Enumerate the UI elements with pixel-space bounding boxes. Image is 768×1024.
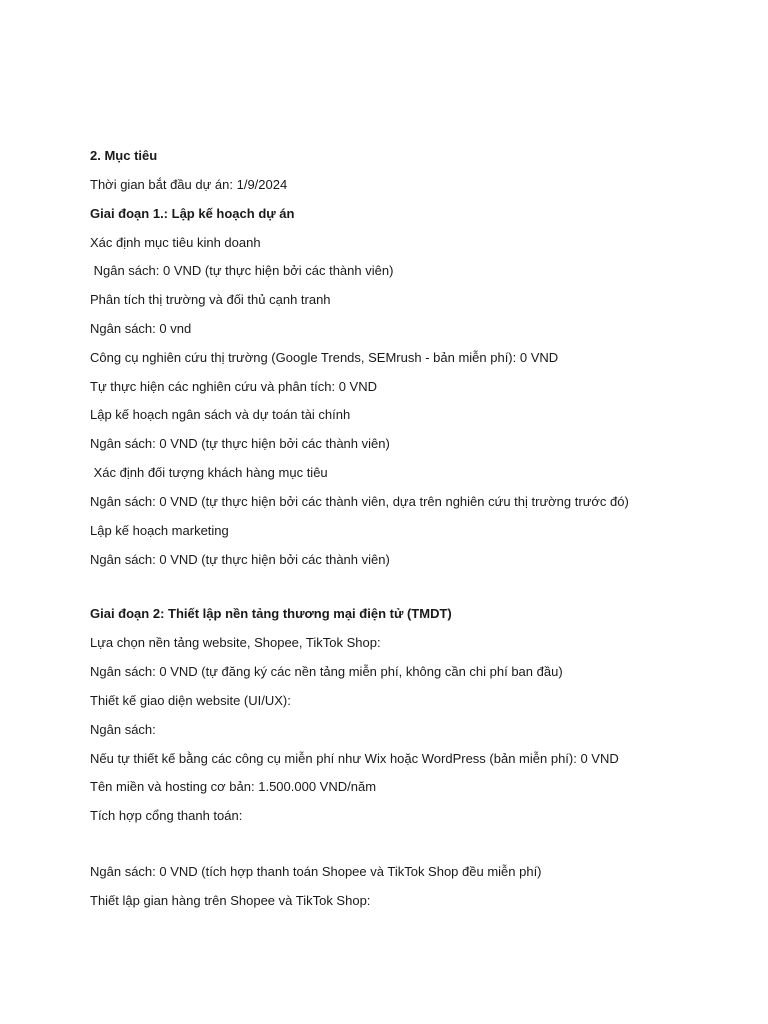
text-line: Thời gian bắt đầu dự án: 1/9/2024 bbox=[90, 177, 288, 192]
text-line: Phân tích thị trường và đối thủ cạnh tranh bbox=[90, 292, 331, 307]
text-line: Ngân sách: 0 VND (tự đăng ký các nền tảng miễn phí, không cần chi phí ban đầu) bbox=[90, 664, 563, 679]
text-line: Tự thực hiện các nghiên cứu và phân tích: 0 VND bbox=[90, 379, 377, 394]
text-line: Xác định mục tiêu kinh doanh bbox=[90, 235, 261, 250]
section-heading: 2. Mục tiêu bbox=[90, 148, 158, 163]
text-line: Ngân sách: 0 VND (tự thực hiện bởi các thành viên) bbox=[90, 552, 390, 567]
text-line: Ngân sách: 0 VND (tự thực hiện bởi các thành viên) bbox=[90, 263, 394, 278]
text-line: Xác định đối tượng khách hàng mục tiêu bbox=[90, 465, 328, 480]
text-line: Ngân sách: 0 VND (tự thực hiện bởi các thành viên, dựa trên nghiên cứu thị trường trước đó) bbox=[90, 494, 629, 509]
text-line: Ngân sách: 0 VND (tự thực hiện bởi các thành viên) bbox=[90, 436, 390, 451]
text-line: Lập kế hoạch marketing bbox=[90, 523, 229, 538]
text-line: Ngân sách: bbox=[90, 722, 156, 737]
text-line: Lập kế hoạch ngân sách và dự toán tài chính bbox=[90, 407, 351, 422]
text-line: Ngân sách: 0 VND (tích hợp thanh toán Shopee và TikTok Shop đều miễn phí) bbox=[90, 864, 542, 879]
phase-heading: Giai đoạn 1.: Lập kế hoạch dự án bbox=[90, 206, 295, 221]
phase-heading: Giai đoạn 2: Thiết lập nền tảng thương mại điện tử (TMDT) bbox=[90, 606, 452, 621]
text-line: Công cụ nghiên cứu thị trường (Google Trends, SEMrush - bản miễn phí): 0 VND bbox=[90, 350, 559, 365]
text-line: Ngân sách: 0 vnd bbox=[90, 321, 192, 336]
text-line: Thiết lập gian hàng trên Shopee và TikTok Shop: bbox=[90, 893, 371, 908]
text-line: Thiết kế giao diện website (UI/UX): bbox=[90, 693, 291, 708]
text-line: Lựa chọn nền tảng website, Shopee, TikTok Shop: bbox=[90, 635, 381, 650]
text-line: Nếu tự thiết kế bằng các công cụ miễn phí như Wix hoặc WordPress (bản miễn phí): 0 VND bbox=[90, 751, 619, 766]
text-line: Tích hợp cổng thanh toán: bbox=[90, 808, 243, 823]
text-line: Tên miền và hosting cơ bản: 1.500.000 VND/năm bbox=[90, 779, 377, 794]
